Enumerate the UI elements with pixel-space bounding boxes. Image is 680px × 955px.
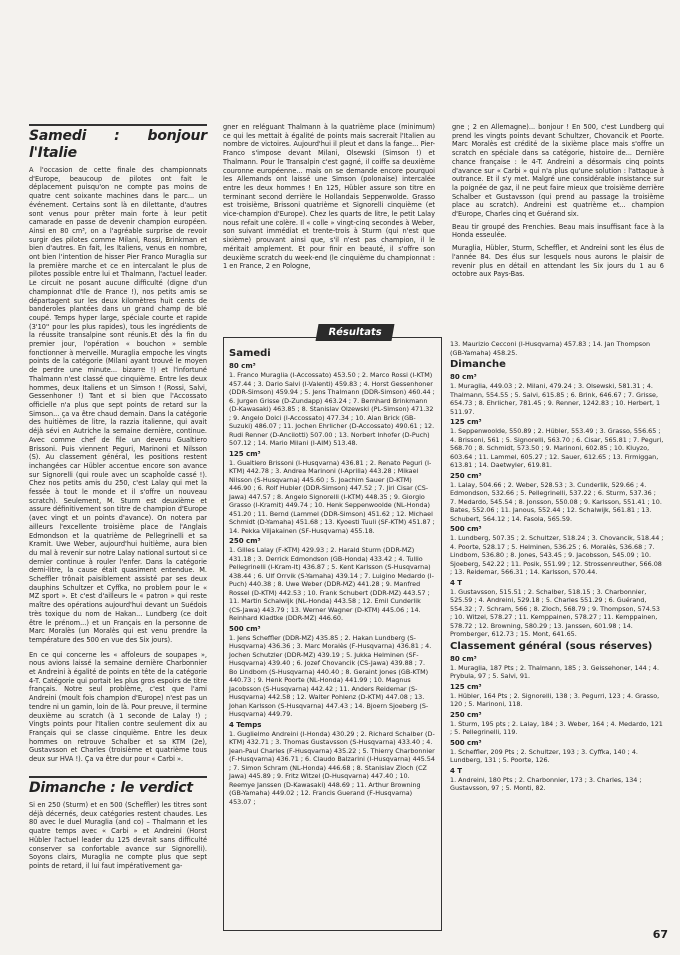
results-category: 80 cm³	[450, 654, 477, 663]
results-category: 80 cm³	[229, 362, 256, 370]
article-continuation-col3	[452, 123, 664, 279]
results-list: 1. Seppenwoolde, 550.89 ; 2. Hübler, 553.49 ; 3. Grasso, 556.65 ; 4. Brissoni, 561 ; 5. Signorelli, 563.70 ; 6. Cisar, 565.81 ; 7. Peguri, 568.70 ; 8. Schmidt, 573.50 ; 9. Marinoni, 602.85 ; 10. Kluyzo, 603.64 ; 11. Lammel, 605.27 ; 12. Sauer, 612.65 ; 13. Firmiggan, 613.81 ; 14. Daetwyler, 619.81.	[450, 427, 664, 469]
results-category: 125 cm³	[229, 449, 261, 458]
results-list: 1. Muraglia, 449.03 ; 2. Milani, 479.24 ; 3. Olsewski, 581.31 ; 4. Thalmann, 554.55 ; 5. Salvi, 615.85 ; 6. Brink, 646.67 ; 7. Grisse, 654.73 ; 8. Ehrlicher, 781.45 ; 9. Renner, 1242.83 ; 10. Herbert, 1 511.97.	[450, 382, 661, 416]
results-category: 250 cm³	[450, 471, 482, 480]
paragraph: A l'occasion de cette finale des championnats d'Europe, beaucoup de pilotes ont fait le déplacement puisqu'on ne compte pas moins de quatre cent soixante machines dans le parc... un événement. Certains sont là en dilettante, d'autres sont venus pour prêter main forte à leur petit camarade en passe de devenir champion européen. Ainsi en 80 cm³, on a l'agréable surprise de revoir surgir des pilotes comme Milani, Rossi, Brinkman et bien d'autres. En fait, les Italiens, venus en nombre, ont bien l'intention de hisser Pier Franco Muraglia sur la première marche et ce en intercalant le plus de pilotes possible entre lui et Thalmann, l'actuel leader. Le circuit ne posant aucune difficulté (digne d'un championnat d'Ile de France !), nos petits amis se départagent sur les deux kilomètres huit cents de banderoles plantées dans un grand champ de blé coupé. Temps hyper large, spéciale courte et rapide (3'10'' pour les plus rapides), tous les ingrédients de la réussite transalpine sont réunis.Et dès la fin du premier jour, l'opération « bouchon » semble fonctionner à merveille. Muraglia empoche les vingts points de la catégorie (Milani ayant trouvé le moyen de perdre une minute... bizarre !) et l'infortuné Thalmann n'est classé que cinquième. Entre les deux hommes, deux Italiens et un Simson ! (Rossi, Salvi, Gessenhoner !) Tant et si bien que l'Accossato officielle n'a plus que sept points de retard sur la Simson... ça va être chaud demain. Dans la catégorie des huitièmes de litre, la razzia italienne, qui avait déjà sévi en Autriche la semaine dernière, continue. Avec comme chef de file un devenu Gualtiero Brissoni. Puis viennent Peguri, Marinoni et Nilsson (S). Au classement général, les positions restent inchangées car Hübler accentue encore son avance sur Signorelli (qui roule avec un scaphoïde cassé !). Chez nos petits amis du 250, c'est Lalay qui met la fessée à tout le monde et il s'offre un nouveau scratch). Seulement, M. Sturm est deuxième et assure définitivement son titre de champion d'Europe (avec vingt et un points d'avance). On notera par ailleurs l'excellente troisième place de l'Anglais Edmondson et la quatrième de Pellegrinelli et sa Kramit. Uwe Weber, aujourd'hui huitième, aura bien du mal à revenir sur notre Lalay national surtout si ce dernier continue à rouler l'enfer. Dans la catégorie demi-litre, la cause était quasiment entendue. M. Scheffler trônait paisiblement assisté par ses deux dauphins Schultzer et Cyffka, no problem pour le « MZ sport ». Et c'est d'ailleurs le « patron » qui reste maître des opérations aujourd'hui devant un Suédois très toxique du nom de Hakan... Lundberg (ce doit être le prénom...) et un Français en la personne de Marc Moralès (un Moralès qui est venu prendre la température des 500 en vue des Six jours).	[29, 166, 207, 644]
results-list: 1. Hübler, 164 Pts ; 2. Signorelli, 138 ; 3. Pegurri, 123 ; 4. Grasso, 120 ; 5. Marinoni, 118.	[450, 691, 660, 708]
results-category: 250 cm³	[229, 537, 261, 545]
results-category: 4 T	[450, 578, 463, 587]
results-category: 500 cm³	[450, 738, 482, 747]
dimanche-section	[29, 780, 207, 871]
samedi-section	[29, 128, 207, 764]
results-list: 1. Franco Muraglia (I-Accossato) 453.50 ; 2. Marco Rossi (I-KTM) 457.44 ; 3. Dario Salvi (I-Valenti) 459.83 ; 4. Horst Gessenhoner (DDR-Simson) 459.94 ; 5. Jens Thalmann (DDR-Simson) 460.44 ; 6. Jurgen Grisse (D-Zundapp) 463.24 ; 7. Bernhard Brinkmann (D-Kawasaki) 463.85 ; 8. Stanislav Olzewski (PL-Simson) 471.32 ; 9. Angelo Dolci (I-Accossato) 477.34 ; 10. Alan Brick (GB-Suzuki) 486.07 ; 11. Jochen Ehrlicher (D-Accossato) 490.61 ; 12. Rudi Renner (D-Ancilotti) 507.00 ; 13. Norbert Inhofer (D-Puch) 507.12 ; 14. Mario Milani (I-AIM) 513.48.	[229, 371, 435, 447]
paragraph: gne ; 2 en Allemagne)... bonjour ! En 500, c'est Lundberg qui prend les vingts points devant Schultzer, Chovancik et Poorte. Marc Moralès est crédité de la sixième place mais s'offre un scratch en spéciale dans sa catégorie, histoire de... Dernière chance française : le 4-T. Andreini a désormais cinq points d'avance sur « Carbi » qui n'a plus qu'une solution : l'attaque à outrance. Et il s'y met. Malgré une considérable insistance sur la poignée de gaz, il ne peut faire mieux que troisième derrière Schalber et Gustavsson (qui prend au passage la troisième place au scratch). Andreini est quatrième et... champion d'Europe, Charles cinq et Guérand six.	[452, 123, 664, 219]
results-category: 125 cm³	[450, 418, 482, 426]
results-list: 1. Guglielmo Andreini (I-Honda) 430.29 ; 2. Richard Schalber (D-KTM) 432.71 ; 3. Thomas Gustavsson (S-Husqvarna) 433.40 ; 4. Jean-Paul Charles (F-Husqvarna) 435.22 ; 5. Thierry Charbonnier (F-Husqvarna) 436.71 ; 6. Claudo Balzarini (I-Husqvarna) 445.54 ; 7. Simon Schram (NL-Honda) 446.68 ; 8. Stanislav Zloch (CZ Jawa) 445.89 ; 9. Fritz Witzel (D-Husqvarna) 447.40 ; 10. Reemye Janssen (D-Kawasaki) 448.69 ; 11. Arthur Browning (GB-Yamaha) 449.02 ; 12. Francis Guerand (F-Husqvarna) 453.07 ;	[229, 729, 435, 806]
results-list: 1. Sturm, 195 pts ; 2. Lalay, 184 ; 3. Weber, 164 ; 4. Medardo, 121 ; 5. Pellegrinelli, 119.	[450, 719, 663, 736]
results-heading: Classement général (sous réserves)	[450, 640, 653, 652]
results-heading: Dimanche	[450, 359, 506, 370]
results-list: 1. Lalay, 504.66 ; 2. Weber, 528.53 ; 3. Cunderlik, 529.66 ; 4. Edmondson, 532.66 ; 5. Pellegrinelli, 537.22 ; 6. Sturm, 537.36 ; 7. Medardo, 545.54 ; 8. Jonsson, 550.08 ; 9. Karlsson, 551.41 ; 10. Bates, 552.06 ; 11. Janous, 552.44 ; 12. Schalwijk, 561.81 ; 13. Schubert, 564.12 ; 14. Fasola, 565.59.	[450, 480, 662, 523]
paragraph: Beau tir groupé des Frenchies. Beau mais insuffisant face à la Honda esseulée.	[452, 222, 664, 240]
page-number: 67	[652, 928, 668, 941]
article-continuation-col2	[223, 123, 435, 271]
results-list: 1. Muraglia, 187 Pts ; 2. Thalmann, 185 ; 3. Geissehoner, 144 ; 4. Prybula, 97 ; 5. Salvi, 91.	[450, 663, 659, 680]
results-category: 4 Temps	[229, 720, 262, 729]
paragraph: Si en 250 (Sturm) et en 500 (Scheffler) les titres sont déjà décernés, deux catégories restent chaudes. Les 80 avec le duel Muraglia (and co) – Thalmann et les quatre temps avec « Carbi » et Andreini (Horst Hübler l'actuel leader du 125 devrait sans difficulté conserver sa confortable avance sur Signorelli). Soyons clairs, Muraglia ne compte plus que sept points de retard, il lui faut impérativement ga-	[29, 801, 207, 870]
results-left-column	[229, 346, 435, 806]
results-heading: Samedi	[229, 348, 271, 359]
results-category: 500 cm³	[229, 624, 261, 633]
results-list: 1. Andreini, 180 Pts ; 2. Charbonnier, 173 ; 3. Charles, 134 ; Gustavsson, 97 ; 5. Monti, 82.	[450, 775, 642, 792]
paragraph: gner en reléguant Thalmann à la quatrième place (minimum) ce qui les mettait à égalité de points mais sacrerait l'Italien au nombre de victoires. Aujourd'hui il pleut et dans la fange... Pier-Franco s'impose devant Milani, Olsewski (Simson !) et Thalmann. Pour le Transalpin c'est gagné, il coiffe sa deuxième couronne européenne... mais on se demande encore pourquoi les Allemands ont laissé une Simson (polonaise) intercalée entre les deux hommes ! En 125, Hübler assure son titre en terminant second derrière le Hollandais Seppenwolde. Grasso est troisième, Brissoni quatrième et Signorelli cinquième (et vice-champion d'Europe). Chez les quarts de litre, le petit Lalay nous refait une colère. Il « colle » vingt-cinq secondes à Weber, son suivant immédiat et trente-trois à Sturm (qui n'est que sixième) prouvant ainsi que, s'il n'est pas champion, il le méritait amplement. Et pour finir en beauté, il s'offre son deuxième scratch du week-end (le cinquième du championnat : 1 en France, 2 en Pologne,	[223, 123, 435, 271]
paragraph: En ce qui concerne les « affoleurs de soupapes », nous avions laissé la semaine dernière Charbonnier et Andreini à égalité de points en tête de la catégorie 4-T. Catégorie qui portait les plus gros espoirs de titre français. Notre seul problème, c'est que l'ami Andreini (moult fois champion d'Europe) n'est pas un tendre ni un gamin, loin de là. Pour preuve, il termine deuxième au scratch (à 1 seconde de Lalay !) ; Vingts points pour l'Italien contre seulement dix au Français qui se classe cinquième. Entre les deux hommes on retrouve Schalber et sa KTM (2e), Gustavsson et Charles (troisième et quatrième tous deux sur HVA !). Ça va être dur pour « Carbi ».	[29, 650, 207, 764]
results-category: 500 cm³	[450, 525, 482, 533]
results-category: 250 cm³	[450, 710, 482, 719]
results-list: 1. Jens Scheffler (DDR-MZ) 435.85 ; 2. Hakan Lundberg (S-Husqvarna) 436.36 ; 3. Marc Moralès (F-Husqvarna) 436.81 ; 4. Jochen Schutzler (DDR-MZ) 439.19 ; 5. Jukka Helminen (SF-Husqvarna) 439.40 ; 6. Jozef Chovancik (CS-Jawa) 439.88 ; 7. Bo Lindbom (S-Husqvarna) 440.40 ; 8. Geraint Jones (GB-KTM) 440.73 ; 9. Henk Poorte (NL-Honda) 441.99 ; 10. Magnus Jacobsson (S-Husqvarna) 442.42 ; 11. Anders Reidemar (S-Husqvarna) 442.58 ; 12. Walter Pohlenz (D-KTM) 447.08 ; 13. Johan Karlsson (S-Husqvarna) 447.43 ; 14. Bjoern Sjoeberg (S-Husqvarna) 449.79.	[229, 633, 432, 718]
results-category: 4 T	[450, 766, 463, 775]
results-list: 13. Maurizio Cecconi (I-Husqvarna) 457.83 ; 14. Jan Thompson (GB-Yamaha) 458.25.	[450, 340, 651, 357]
paragraph: Muraglia, Hübler, Sturm, Scheffler, et Andreini sont les élus de l'année 84. Des élus sur lesquels nous aurons le plaisir de revenir plus en détail en attendant les Six jours du 1 au 6 octobre aux Pays-Bas.	[452, 244, 664, 279]
results-list: 1. Gilles Lalay (F-KTM) 429.93 ; 2. Harald Sturm (DDR-MZ) 431.18 ; 3. Derrick Edmondson (GB-Honda) 433.42 ; 4. Tullio Pellegrinelli (I-Kram-It) 436.87 ; 5. Kent Karlsson (S-Husqvarna) 438.44 ; 6. Ulf Orrvik (S-Yamaha) 439.14 ; 7. Luigino Medardo (I-Puch) 440.38 ; 8. Uwe Weber (DDR-MZ) 441.28 ; 9. Manfred Rossel (D-KTM) 442.53 ; 10. Frank Schubert (DDR-MZ) 443.57 ; 11. Martin Schalwijk (NL-Honda) 443.58 ; 12. Emil Cunderlik (CS-Jawa) 443.79 ; 13. Werner Wagner (D-KTM) 445.06 ; 14. Reinhard Kladtke (DDR-MZ) 446.60.	[229, 546, 434, 622]
results-list: 1. Lundberg, 507.35 ; 2. Schultzer, 518.24 ; 3. Chovancik, 518.44 ; 4. Poorte, 528.17 ; 5. Helminen, 536.25 ; 6. Moralès, 536.68 ; 7. Lindbom, 536.80 ; 8. Jones, 543.45 ; 9. Jacobsson, 545.09 ; 10. Sjoeberg, 542.22 ; 11. Posik, 551.99 ; 12. Strossenreuther, 566.08 ; 13. Reidemar, 566.31 ; 14. Karlsson, 570.44.	[450, 534, 664, 576]
section-title: Dimanche : le verdict	[29, 780, 193, 796]
results-right-column	[450, 340, 664, 793]
results-category: 80 cm³	[450, 373, 477, 381]
results-list: 1. Scheffler, 209 Pts ; 2. Schultzer, 193 ; 3. Cyffka, 140 ; 4. Lundberg, 131 ; 5. Poorte, 126.	[450, 747, 638, 764]
section-title: Samedi : bonjour l'Italie	[29, 128, 207, 161]
results-list: 1. Gustavsson, 515.51 ; 2. Schalber, 518.15 ; 3. Charbonnier, 525.59 ; 4. Andreini, 529.18 ; 5. Charles 551.29 ; 6. Guérand, 554.32 ; 7. Schram, 566 ; 8. Zloch, 568.79 ; 9. Thompson, 574.53 ; 10. Witzel, 578.27 ; 11. Kemppainen, 578.27 ; 11. Kemppainen, 578.72 ; 12. Browning, 580.29 ; 13. Janssen, 601.98 ; 14. Promberger, 612.73 ; 15. Mont, 641.65.	[450, 587, 660, 638]
section-rule	[29, 776, 207, 778]
section-rule	[29, 124, 207, 126]
results-tab: Résultats	[316, 324, 395, 341]
results-category: 125 cm³	[450, 682, 482, 691]
results-list: 1. Gualtiero Brissoni (I-Husqvarna) 436.81 ; 2. Renato Peguri (I-KTM) 442.78 ; 3. Andrea Marinoni (I-Aprilia) 443.28 ; Mikael Nilsson (S-Husqvarna) 445.60 ; 5. Joachim Sauer (D-KTM) 446.90 ; 6. Rolf Hubler (DDR-Simson) 447.52 ; 7. Jiri Cisar (CS-Jawa) 447.57 ; 8. Angelo Signorelli (I-KTM) 448.35 ; 9. Giorgio Grasso (I-Kramit) 449.74 ; 10. Henk Seppenwoolde (NL-Honda) 451.20 ; 11. Bernd (Lammel (DDR-Simson) 451.62 ; 12. Michael Schmidt (D-Yamaha) 451.68 ; 13. Kyoesti Tuuli (SF-KTM) 451.87 ; 14. Pekka Viljakainen (SF-Husqvarna) 455.18.	[229, 458, 435, 535]
